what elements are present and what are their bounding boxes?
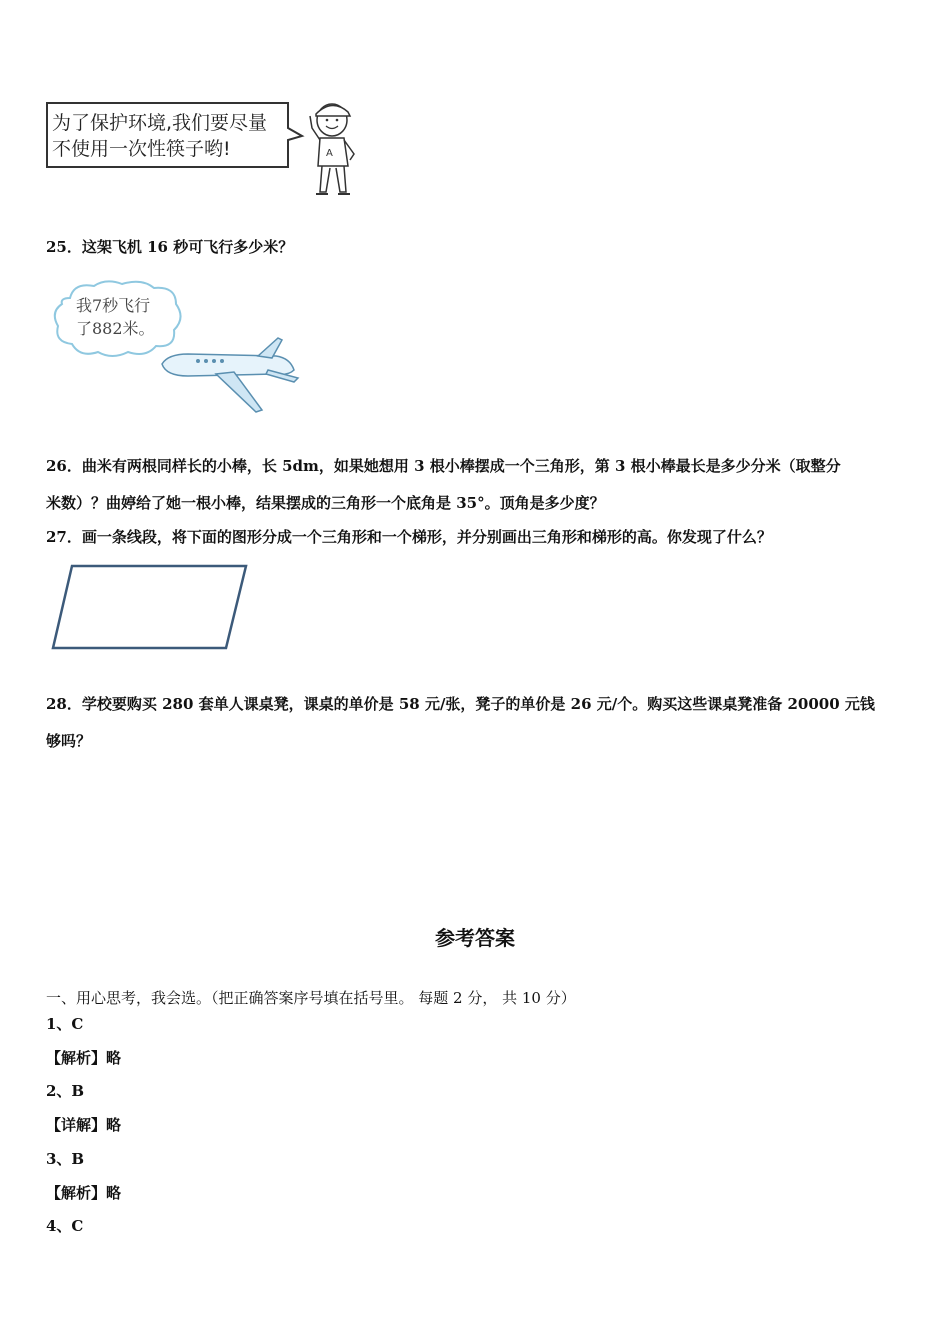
question-28-line-2: 够吗？ [46, 732, 92, 750]
answer-item-3: 2、B [46, 1082, 85, 1100]
answer-item-7: 4、C [46, 1217, 84, 1235]
airplane-illustration [158, 334, 302, 414]
answer-item-2: 【解析】略 [46, 1049, 122, 1067]
cloud-line-2: 了882米。 [76, 319, 155, 338]
svg-text:A: A [326, 148, 333, 159]
answers-title: 参考答案 [435, 926, 515, 950]
speech-line-1: 为了保护环境,我们要尽量 [52, 112, 268, 134]
cloud-line-1: 我7秒飞行 [76, 296, 151, 315]
boy-illustration [304, 98, 364, 202]
question-26-line-1: 26．曲米有两根同样长的小棒，长 5dm，如果她想用 3 根小棒摆成一个三角形，第 3 根小棒最长是多少分米（取整分 [46, 457, 841, 475]
parallelogram-figure [50, 562, 250, 652]
question-25: 25．这架飞机 16 秒可飞行多少米？ [46, 238, 294, 256]
speech-line-2: 不使用一次性筷子哟! [52, 138, 231, 160]
answer-item-6: 【解析】略 [46, 1184, 122, 1202]
question-27: 27．画一条线段，将下面的图形分成一个三角形和一个梯形，并分别画出三角形和梯形的高。你发现了什么？ [46, 528, 772, 546]
question-26-line-2: 米数）？曲婷给了她一根小棒，结果摆成的三角形一个底角是 35°。顶角是多少度？ [46, 494, 605, 512]
answer-item-4: 【详解】略 [46, 1116, 122, 1134]
speech-bubble [44, 100, 306, 170]
answer-item-5: 3、B [46, 1150, 85, 1168]
answers-section-heading: 一、用心思考，我会选。（把正确答案序号填在括号里。 每题 2 分， 共 10 分） [46, 989, 576, 1007]
answer-item-1: 1、C [46, 1015, 84, 1033]
question-28-line-1: 28．学校要购买 280 套单人课桌凳，课桌的单价是 58 元/张，凳子的单价是 26 元/个。购买这些课桌凳准备 20000 元钱 [46, 695, 875, 713]
